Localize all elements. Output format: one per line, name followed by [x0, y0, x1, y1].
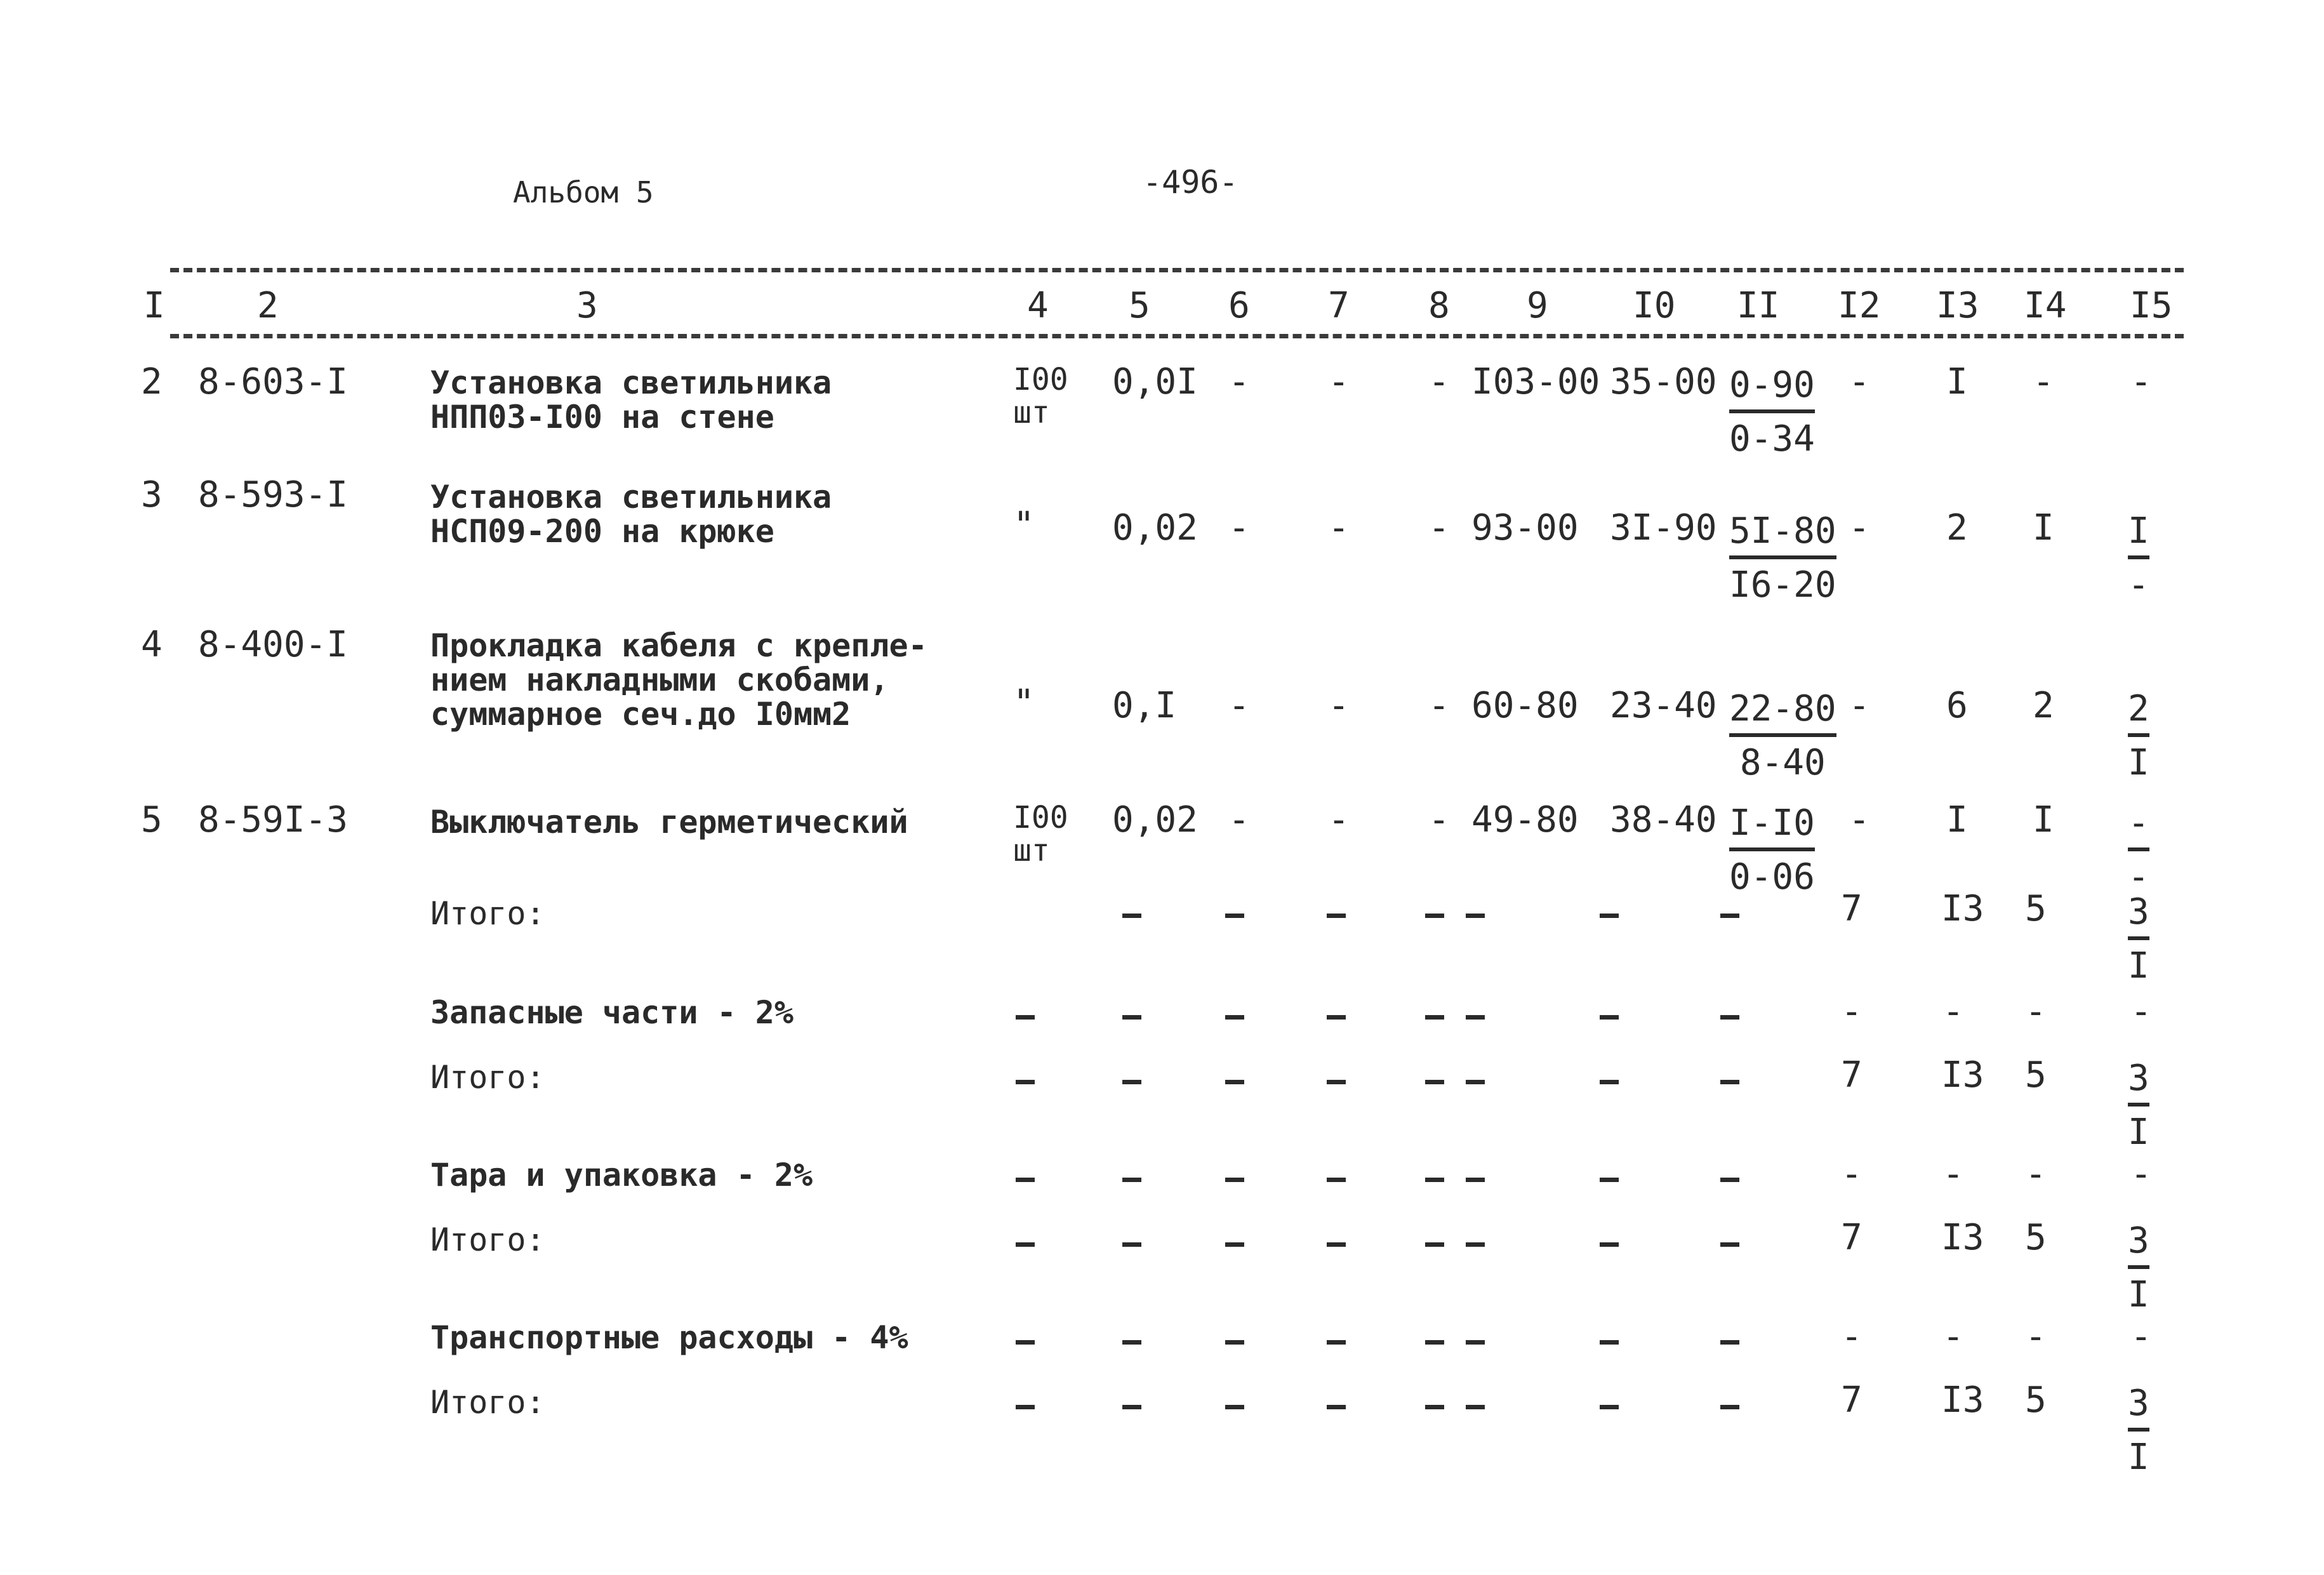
col10-cell: 23-40	[1610, 685, 1717, 726]
col12-cell: 7	[1841, 888, 1863, 929]
col10-cell: 3I-90	[1610, 507, 1717, 548]
col12-cell: -	[1841, 1316, 1863, 1357]
dash	[1600, 896, 1619, 932]
col13-cell: -	[1942, 1153, 1964, 1195]
code-cell: 8-603-I	[198, 361, 349, 402]
qty-cell: 0,02	[1112, 799, 1198, 841]
col7-cell: -	[1328, 685, 1350, 726]
col-header-15: I5	[2130, 285, 2173, 326]
dash	[1425, 1160, 1485, 1196]
code-cell: 8-59I-3	[198, 799, 349, 841]
summary-label: Итого:	[430, 1384, 545, 1421]
col12-cell: 7	[1841, 1217, 1863, 1258]
dash	[1720, 1323, 1739, 1359]
col-header-1: I	[143, 285, 165, 326]
dash	[1327, 998, 1346, 1033]
col8-cell: -	[1428, 507, 1450, 548]
summary-label: Итого:	[430, 1221, 545, 1258]
dash	[1016, 1323, 1035, 1359]
description-cell: Установка светильника НПП03-I00 на стене	[430, 364, 832, 435]
col6-cell: -	[1228, 685, 1250, 726]
row-number: 4	[141, 624, 163, 665]
col12-cell: 7	[1841, 1379, 1863, 1421]
col15-fraction: $\frac{3}{I}$	[2128, 1058, 2149, 1153]
qty-cell: 0,02	[1112, 507, 1198, 548]
col13-cell: I3	[1941, 1217, 1984, 1258]
col15-cell: -	[2130, 991, 2152, 1032]
col12-cell: 7	[1841, 1054, 1863, 1096]
dash	[1600, 1160, 1619, 1196]
row-number: 5	[141, 799, 163, 841]
col10-cell: 35-00	[1610, 361, 1717, 402]
dash	[1600, 1323, 1619, 1359]
col11-fraction: $\frac{0-90}{0-34}$	[1729, 364, 1815, 460]
dash	[1327, 1323, 1346, 1359]
col12-cell: -	[1849, 685, 1870, 726]
dash	[1720, 998, 1739, 1033]
col12-cell: -	[1849, 507, 1870, 548]
col8-cell: -	[1428, 685, 1450, 726]
col15-cell: -	[2130, 361, 2152, 402]
dash	[1720, 1160, 1739, 1196]
description-cell: Установка светильника НСП09-200 на крюке	[430, 479, 832, 550]
dash	[1600, 998, 1619, 1033]
code-cell: 8-400-I	[198, 624, 349, 665]
unit-cell: "	[1013, 682, 1035, 724]
col14-cell: 5	[2025, 1379, 2047, 1421]
dash	[1720, 896, 1739, 932]
dash	[1016, 1225, 1035, 1261]
unit-cell: I00 шт	[1013, 362, 1068, 430]
row-number: 2	[141, 361, 163, 402]
col15-fraction: $\frac{3}{I}$	[2128, 1383, 2149, 1478]
description-cell: Выключатель герметический	[430, 804, 908, 841]
col-header-3: 3	[576, 285, 598, 326]
col-header-7: 7	[1328, 285, 1350, 326]
dash	[1122, 998, 1141, 1033]
dash	[1327, 1063, 1346, 1098]
dash	[1225, 1225, 1244, 1261]
dash	[1600, 1225, 1619, 1261]
col13-cell: I3	[1941, 888, 1984, 929]
col13-cell: -	[1942, 991, 1964, 1032]
dash	[1225, 896, 1244, 932]
dash	[1122, 896, 1141, 932]
col7-cell: -	[1328, 361, 1350, 402]
page-number: -496-	[1143, 164, 1238, 201]
col14-cell: 2	[2033, 685, 2054, 726]
dash	[1327, 1225, 1346, 1261]
col13-cell: I	[1946, 799, 1968, 841]
unit-cell: "	[1013, 505, 1035, 546]
col-header-11: II	[1737, 285, 1780, 326]
col9-cell: 93-00	[1471, 507, 1579, 548]
dash	[1327, 896, 1346, 932]
dash	[1425, 998, 1485, 1033]
col14-cell: -	[2025, 1316, 2047, 1357]
summary-label: Итого:	[430, 895, 545, 932]
col13-cell: I3	[1941, 1054, 1984, 1096]
summary-label: Тара и упаковка - 2%	[430, 1157, 813, 1193]
dash	[1122, 1225, 1141, 1261]
col14-cell: I	[2033, 507, 2054, 548]
col7-cell: -	[1328, 799, 1350, 841]
dash	[1425, 1063, 1485, 1098]
dash	[1600, 1063, 1619, 1098]
col-header-2: 2	[257, 285, 279, 326]
col9-cell: 49-80	[1471, 799, 1579, 841]
col6-cell: -	[1228, 799, 1250, 841]
col11-fraction: $\frac{22-80}{8-40}$	[1729, 688, 1836, 783]
col14-cell: 5	[2025, 1054, 2047, 1096]
dash	[1016, 1160, 1035, 1196]
col14-cell: I	[2033, 799, 2054, 841]
col-header-12: I2	[1838, 285, 1881, 326]
col8-cell: -	[1428, 799, 1450, 841]
table-top-rule	[170, 268, 2184, 272]
dash	[1720, 1225, 1739, 1261]
dash	[1016, 1388, 1035, 1423]
col8-cell: -	[1428, 361, 1450, 402]
col11-fraction: $\frac{I-I0}{0-06}$	[1729, 802, 1815, 898]
row-number: 3	[141, 474, 163, 515]
album-label: Альбом 5	[513, 175, 654, 209]
summary-label: Запасные части - 2%	[430, 994, 793, 1031]
col-header-13: I3	[1936, 285, 1979, 326]
col15-fraction: $\frac{3}{I}$	[2128, 891, 2149, 987]
col9-cell: I03-00	[1471, 361, 1600, 402]
dash	[1327, 1160, 1346, 1196]
col10-cell: 38-40	[1610, 799, 1717, 841]
dash	[1425, 896, 1485, 932]
col-header-6: 6	[1228, 285, 1250, 326]
col14-cell: 5	[2025, 1217, 2047, 1258]
dash	[1225, 998, 1244, 1033]
col15-fraction: I -	[2128, 510, 2149, 606]
col15-fraction: $\frac{2}{I}$	[2128, 688, 2149, 783]
col-header-14: I4	[2024, 285, 2067, 326]
col14-cell: 5	[2025, 888, 2047, 929]
summary-label: Транспортные расходы - 4%	[430, 1319, 908, 1356]
col-header-9: 9	[1527, 285, 1548, 326]
col15-fraction: - -	[2128, 802, 2149, 898]
col12-cell: -	[1841, 1153, 1863, 1195]
dash	[1122, 1160, 1141, 1196]
code-cell: 8-593-I	[198, 474, 349, 515]
dash	[1720, 1388, 1739, 1423]
qty-cell: 0,0I	[1112, 361, 1198, 402]
col6-cell: -	[1228, 361, 1250, 402]
col12-cell: -	[1849, 361, 1870, 402]
dash	[1720, 1063, 1739, 1098]
summary-label: Итого:	[430, 1059, 545, 1096]
col9-cell: 60-80	[1471, 685, 1579, 726]
unit-cell: I00 шт	[1013, 800, 1068, 868]
col13-cell: 2	[1946, 507, 1968, 548]
col-header-5: 5	[1129, 285, 1150, 326]
col13-cell: I3	[1941, 1379, 1984, 1421]
col7-cell: -	[1328, 507, 1350, 548]
col12-cell: -	[1841, 991, 1863, 1032]
dash	[1425, 1225, 1485, 1261]
dash	[1225, 1063, 1244, 1098]
dash	[1327, 1388, 1346, 1423]
dash	[1122, 1063, 1141, 1098]
description-cell: Прокладка кабеля с крепле- нием накладными скобами, суммарное сеч.до I0мм2	[430, 627, 927, 733]
table-header-rule	[170, 334, 2184, 338]
dash	[1016, 1063, 1035, 1098]
col-header-10: I0	[1633, 285, 1676, 326]
col15-cell: -	[2130, 1316, 2152, 1357]
dash	[1225, 1388, 1244, 1423]
col15-cell: -	[2130, 1153, 2152, 1195]
col14-cell: -	[2025, 1153, 2047, 1195]
dash	[1122, 1323, 1141, 1359]
col6-cell: -	[1228, 507, 1250, 548]
dash	[1600, 1388, 1619, 1423]
col14-cell: -	[2033, 361, 2054, 402]
col15-fraction: $\frac{3}{I}$	[2128, 1220, 2149, 1315]
dash	[1225, 1160, 1244, 1196]
qty-cell: 0,I	[1112, 685, 1177, 726]
dash	[1016, 998, 1035, 1033]
col14-cell: -	[2025, 991, 2047, 1032]
dash	[1122, 1388, 1141, 1423]
col13-cell: I	[1946, 361, 1968, 402]
col11-fraction: $\frac{5I-80}{I6-20}$	[1729, 510, 1836, 606]
dash	[1425, 1323, 1485, 1359]
col13-cell: -	[1942, 1316, 1964, 1357]
dash	[1225, 1323, 1244, 1359]
dash	[1425, 1388, 1485, 1423]
col12-cell: -	[1849, 799, 1870, 841]
col-header-4: 4	[1027, 285, 1049, 326]
col13-cell: 6	[1946, 685, 1968, 726]
col-header-8: 8	[1428, 285, 1450, 326]
